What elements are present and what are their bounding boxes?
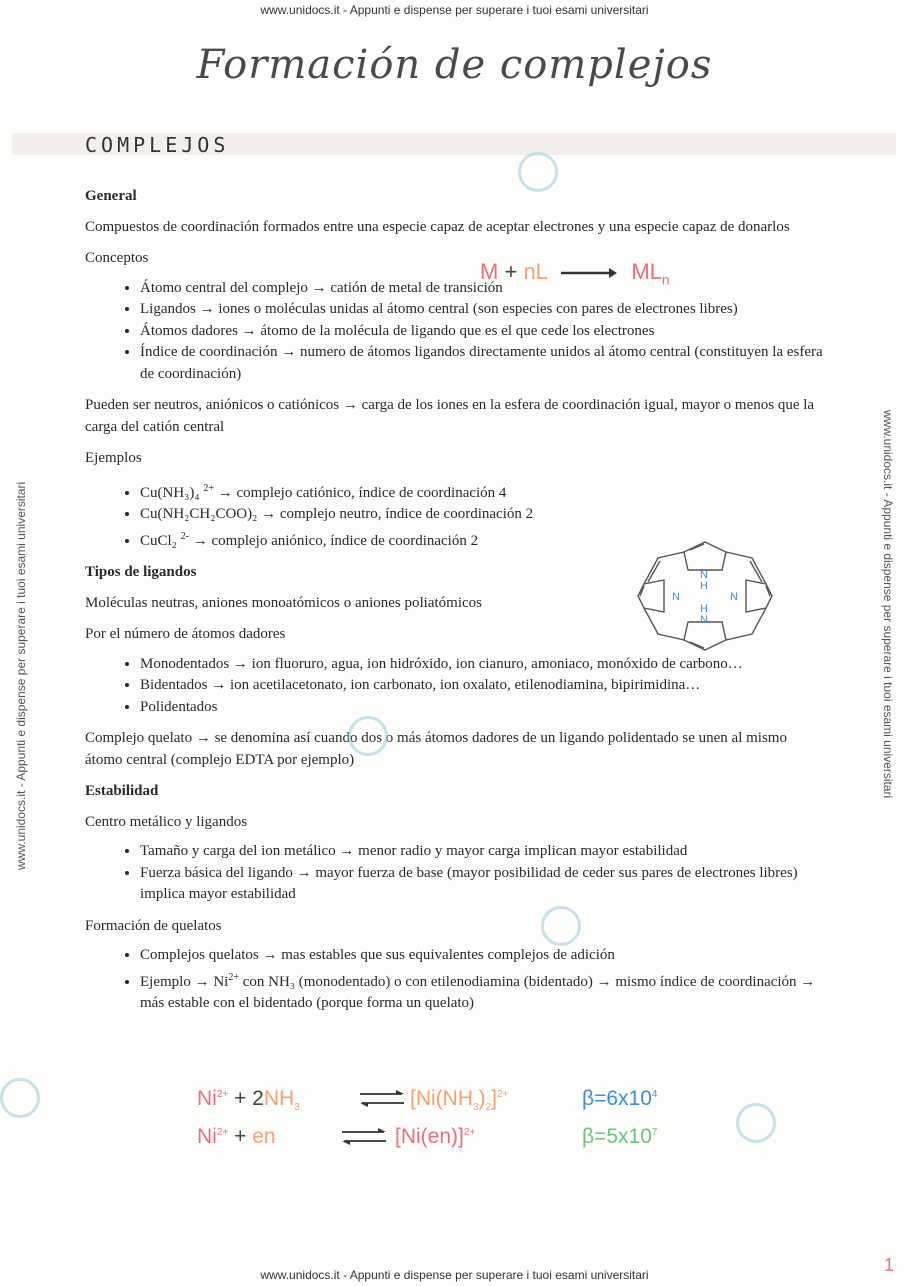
eq-metal: M [480,259,499,284]
watermark-icon [0,1078,40,1118]
list-item: • Bidentados → ion acetilacetonato, ion carbonato, ion oxalato, etilenodiamina, bipirimidina… [140,675,825,697]
product-charge: 2+ [496,1089,509,1100]
product: [Ni(NH [410,1087,473,1110]
section-title: COMPLEJOS [85,133,230,157]
beta-exponent: 7 [651,1127,658,1138]
reaction-2-product [395,1125,475,1149]
porphyrin-n-bottom: N [700,614,708,626]
general-heading: General [85,188,137,204]
list-item: • Polidentados [140,697,825,719]
list-item [140,478,825,505]
product-sub: 3 [473,1102,479,1114]
eq-plus: + [504,259,518,284]
example-formula: Cu(NH₃)₄ [140,484,200,501]
list-item: • Átomos dadores → átomo de la molécula de ligando que es el que cede los electrones [140,321,825,343]
concepts-list [85,278,825,386]
list-item: • Átomo central del complejo → catión de metal de transición [140,278,825,300]
list-item [140,967,825,1015]
equilibrium-arrow-icon [358,1088,406,1110]
porphyrin-structure [630,530,780,660]
beta-value: β=6x10 [582,1087,652,1110]
chelate-label: Formación de quelatos [85,917,222,934]
list-item: • Tamaño y carga del ion metálico → menor radio y mayor carga implican mayor estabilidad [140,841,825,863]
reaction-metal: Ni [197,1087,217,1110]
reaction-plus: + 2 [228,1087,264,1110]
product-close: ] [491,1087,497,1110]
example-formula: CuCl₂ [140,532,177,549]
product-end: ) [478,1087,486,1110]
footer-banner: www.unidocs.it - Appunti e dispense per superare i tuoi esami universitari [260,1268,649,1282]
product-sub2: 2 [485,1102,492,1114]
list-item [140,504,825,526]
product-charge: 2+ [463,1127,476,1138]
example-charge: 2+ [203,482,215,494]
page-title: Formación de complejos [196,42,713,88]
reaction-1-beta [582,1087,657,1111]
beta-exponent: 4 [651,1089,658,1100]
chelate-example-sup: 2+ [228,971,239,983]
concepts-label: Conceptos [85,250,149,266]
reaction-2 [197,1125,276,1149]
ligands-desc: Moléculas neutras, aniones monoatómicos o aniones poliatómicos [85,594,483,611]
watermark-icon [518,152,558,192]
porphyrin-h-top: H [700,580,708,592]
header-banner: www.unidocs.it - Appunti e dispense per superare i tuoi esami universitari [260,3,649,17]
ligand-types-list [85,654,825,719]
porphyrin-h-bottom: H [700,603,708,615]
example-charge: 2- [180,530,190,542]
chelate-text: Complejo quelato → se denomina así cuando dos o más átomos dadores de un ligando polidentado se unen al mismo átomo central (complejo EDTA por ejemplo) [85,730,787,768]
list-item: • Ligandos → iones o moléculas unidas al átomo central (son especies con pares de electrones libres) [140,299,825,321]
reaction-plus: + [228,1125,253,1148]
ligands-heading: Tipos de ligandos [85,564,197,580]
eq-product-sub: n [661,271,670,288]
product: [Ni(en)] [395,1125,464,1148]
watermark-icon [348,716,388,756]
reaction-1-product [410,1087,508,1113]
chelate-example-pre: Ejemplo → Ni [140,973,229,990]
beta-value: β=5x10 [582,1125,652,1148]
reaction-ligand-sub: 3 [294,1102,300,1114]
list-item: • Fuerza básica del ligando → mayor fuerza de base (mayor posibilidad de ceder sus pares de electrones libres) implica mayor estabilidad [140,863,825,906]
page-number: 1 [884,1255,895,1275]
watermark-icon [541,906,581,946]
general-definition: Compuestos de coordinación formados entre una especie capaz de aceptar electrones y una especie capaz de donarlos [85,218,790,235]
reaction-ligand: en [252,1125,276,1148]
example-text: → complejo aniónico, índice de coordinación 2 [189,532,479,549]
porphyrin-n-right: N [730,591,738,603]
charge-text: Pueden ser neutros, aniónicos o catiónicos → carga de los iones en la esfera de coordinación igual, mayor o menos que la carga del catión central [85,397,815,435]
reaction-ligand: NH [263,1087,295,1110]
metal-list [85,841,825,906]
eq-product: ML [631,259,662,284]
example-text: → complejo neutro, índice de coordinación 2 [257,506,534,522]
list-item: • Complejos quelatos → mas estables que sus equivalentes complejos de adición [140,945,825,967]
side-banner-right: www.unidocs.it - Appunti e dispense per superare i tuoi esami universitari [881,410,895,799]
porphyrin-n-top: N [700,569,708,581]
chelate-example-post: con NH₃ (monodentado) o con etilenodiamina (bidentado) → mismo índice de coordinación → más estable con el bidentado (porque forma un quelato) [140,973,816,1011]
chelate-list [85,945,825,1015]
equilibrium-arrow-icon [340,1126,388,1148]
reaction-metal-charge: 2+ [216,1127,229,1138]
metal-label: Centro metálico y ligandos [85,813,248,830]
stability-heading: Estabilidad [85,783,159,799]
watermark-icon [736,1103,776,1143]
donors-label: Por el número de átomos dadores [85,626,286,642]
eq-ligand: nL [523,259,548,284]
reaction-metal: Ni [197,1125,217,1148]
reaction-2-beta [582,1125,657,1149]
reaction-metal-charge: 2+ [216,1089,229,1100]
examples-label: Ejemplos [85,450,142,466]
list-item: • Monodentados → ion fluoruro, agua, ion hidróxido, ion cianuro, amoniaco, monóxido de carbono… [140,654,825,676]
porphyrin-n-left: N [672,591,680,603]
list-item: • Índice de coordinación → numero de átomos ligandos directamente unidos al átomo central (constituyen la esfera de coordinación) [140,342,825,385]
example-text: → complejo catiónico, índice de coordinación 4 [214,484,507,501]
side-banner-left: www.unidocs.it - Appunti e dispense per superare i tuoi esami universitari [14,481,28,870]
reaction-1 [197,1087,300,1113]
example-formula: Cu(NH₂CH₂COO)₂ [140,506,258,522]
